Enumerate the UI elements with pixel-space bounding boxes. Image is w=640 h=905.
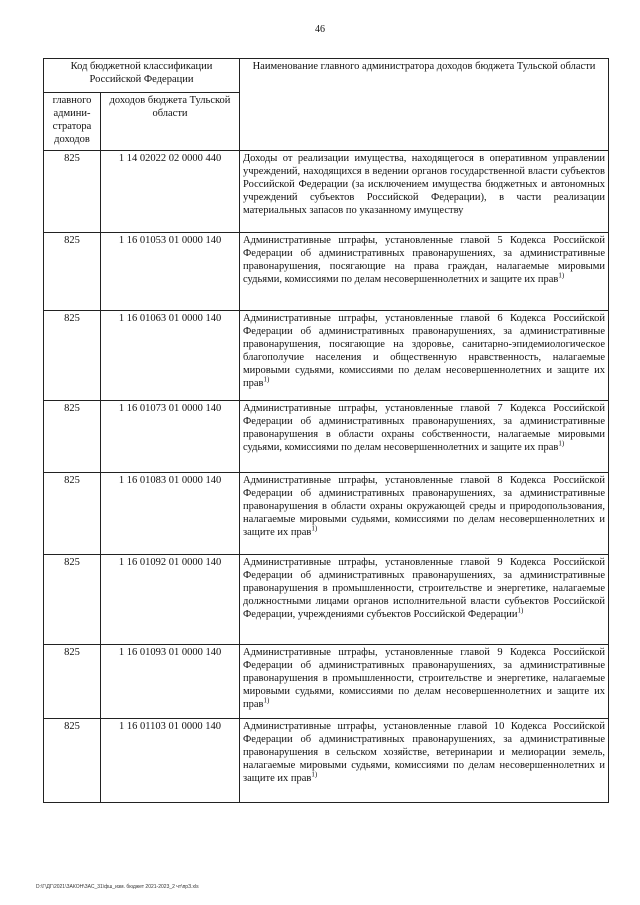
admin-code-cell: 825 xyxy=(44,645,101,719)
table-row xyxy=(44,233,609,311)
footnote-mark: 1) xyxy=(517,606,524,615)
description-text: Доходы от реализации имущества, находящегося в оперативном управлении учреждений, находящихся в ведении органов государственной власти субъектов Российской Федерации (за исключением имущества бюджетных и автономных учреждений субъектов Российской Федерации), в части реализации материальных запасов по указанному имуществу xyxy=(243,153,605,216)
footnote-mark: 1) xyxy=(558,439,565,448)
footnote-mark: 1) xyxy=(263,375,270,384)
description-text: Административные штрафы, установленные главой 9 Кодекса Российской Федерации об административных правонарушениях, за административные правонарушения в промышленности, строительстве и энергетике, налагаемые мировыми судьями, комиссиями по делам несовершеннолетних и защите их прав xyxy=(243,647,605,710)
income-code-cell: 1 16 01063 01 0000 140 xyxy=(101,311,240,401)
admin-code-cell: 825 xyxy=(44,151,101,233)
admin-code-cell: 825 xyxy=(44,719,101,803)
footnote-mark: 1) xyxy=(311,524,318,533)
income-code-cell: 1 14 02022 02 0000 440 xyxy=(101,151,240,233)
income-description-cell xyxy=(240,719,609,803)
table-row xyxy=(44,473,609,555)
description-text: Административные штрафы, установленные главой 6 Кодекса Российской Федерации об административных правонарушениях, за административные правонарушения, посягающие на здоровье, санитарно-эпидемиологическое благополучие населения и общественную нравственность, налагаемые мировыми судьями, комиссиями по делам несовершеннолетних и защите их прав xyxy=(243,313,605,389)
admin-code-cell: 825 xyxy=(44,233,101,311)
table-row xyxy=(44,151,609,233)
table-body xyxy=(44,151,609,803)
income-code-cell: 1 16 01053 01 0000 140 xyxy=(101,233,240,311)
table-row xyxy=(44,311,609,401)
income-description-cell xyxy=(240,233,609,311)
income-description-cell xyxy=(240,473,609,555)
header-administrator-name: Наименование главного администратора доходов бюджета Тульской области xyxy=(240,59,609,151)
income-description-cell xyxy=(240,151,609,233)
table-row xyxy=(44,555,609,645)
footnote-mark: 1) xyxy=(263,696,270,705)
footer-file-path: D:\Г\ДГ\2021\ЗАКОН\ЗАС_31\фш_изм. бюджет 2021-2023_2 чт\прЗ.xls xyxy=(36,884,199,890)
table-row xyxy=(44,645,609,719)
income-code-cell: 1 16 01092 01 0000 140 xyxy=(101,555,240,645)
income-code-cell: 1 16 01103 01 0000 140 xyxy=(101,719,240,803)
page-number: 46 xyxy=(315,24,325,35)
income-code-cell: 1 16 01073 01 0000 140 xyxy=(101,401,240,473)
admin-code-cell: 825 xyxy=(44,311,101,401)
income-description-cell xyxy=(240,401,609,473)
admin-code-cell: 825 xyxy=(44,555,101,645)
description-text: Административные штрафы, установленные главой 10 Кодекса Российской Федерации об административных правонарушениях, за административные правонарушения в сельском хозяйстве, ветеринарии и мелиорации земель, налагаемые мировыми судьями, комиссиями по делам несовершеннолетних и защите их прав xyxy=(243,721,605,784)
footnote-mark: 1) xyxy=(311,770,318,779)
table-row xyxy=(44,719,609,803)
description-text: Административные штрафы, установленные главой 5 Кодекса Российской Федерации об административных правонарушениях, за административные правонарушения, посягающие на права граждан, налагаемые мировыми судьями, комиссиями по делам несовершеннолетних и защите их прав xyxy=(243,235,605,285)
income-description-cell xyxy=(240,311,609,401)
footnote-mark: 1) xyxy=(558,271,565,280)
header-budget-code: Код бюджетной классификации Российской Федерации xyxy=(44,59,240,93)
description-text: Административные штрафы, установленные главой 7 Кодекса Российской Федерации об административных правонарушениях, за административные правонарушения в области охраны собственности, налагаемые мировыми судьями, комиссиями по делам несовершеннолетних и защите их прав xyxy=(243,403,605,453)
income-code-cell: 1 16 01093 01 0000 140 xyxy=(101,645,240,719)
table-row xyxy=(44,401,609,473)
description-text: Административные штрафы, установленные главой 9 Кодекса Российской Федерации об административных правонарушениях, за административные правонарушения в промышленности, строительстве и энергетике, налагаемые должностными лицами органов исполнительной власти субъектов Российской Федерации, учреждениями субъектов Российской Федерации xyxy=(243,557,605,620)
income-description-cell xyxy=(240,645,609,719)
income-description-cell xyxy=(240,555,609,645)
header-main-administrator: главного админи-стратора доходов xyxy=(44,93,101,151)
revenue-classification-table xyxy=(43,58,609,803)
description-text: Административные штрафы, установленные главой 8 Кодекса Российской Федерации об административных правонарушениях, за административные правонарушения в области охраны окружающей среды и природопользования, налагаемые мировыми судьями, комиссиями по делам несовершеннолетних и защите их прав xyxy=(243,475,605,538)
admin-code-cell: 825 xyxy=(44,401,101,473)
header-income-code: доходов бюджета Тульской области xyxy=(101,93,240,151)
income-code-cell: 1 16 01083 01 0000 140 xyxy=(101,473,240,555)
admin-code-cell: 825 xyxy=(44,473,101,555)
